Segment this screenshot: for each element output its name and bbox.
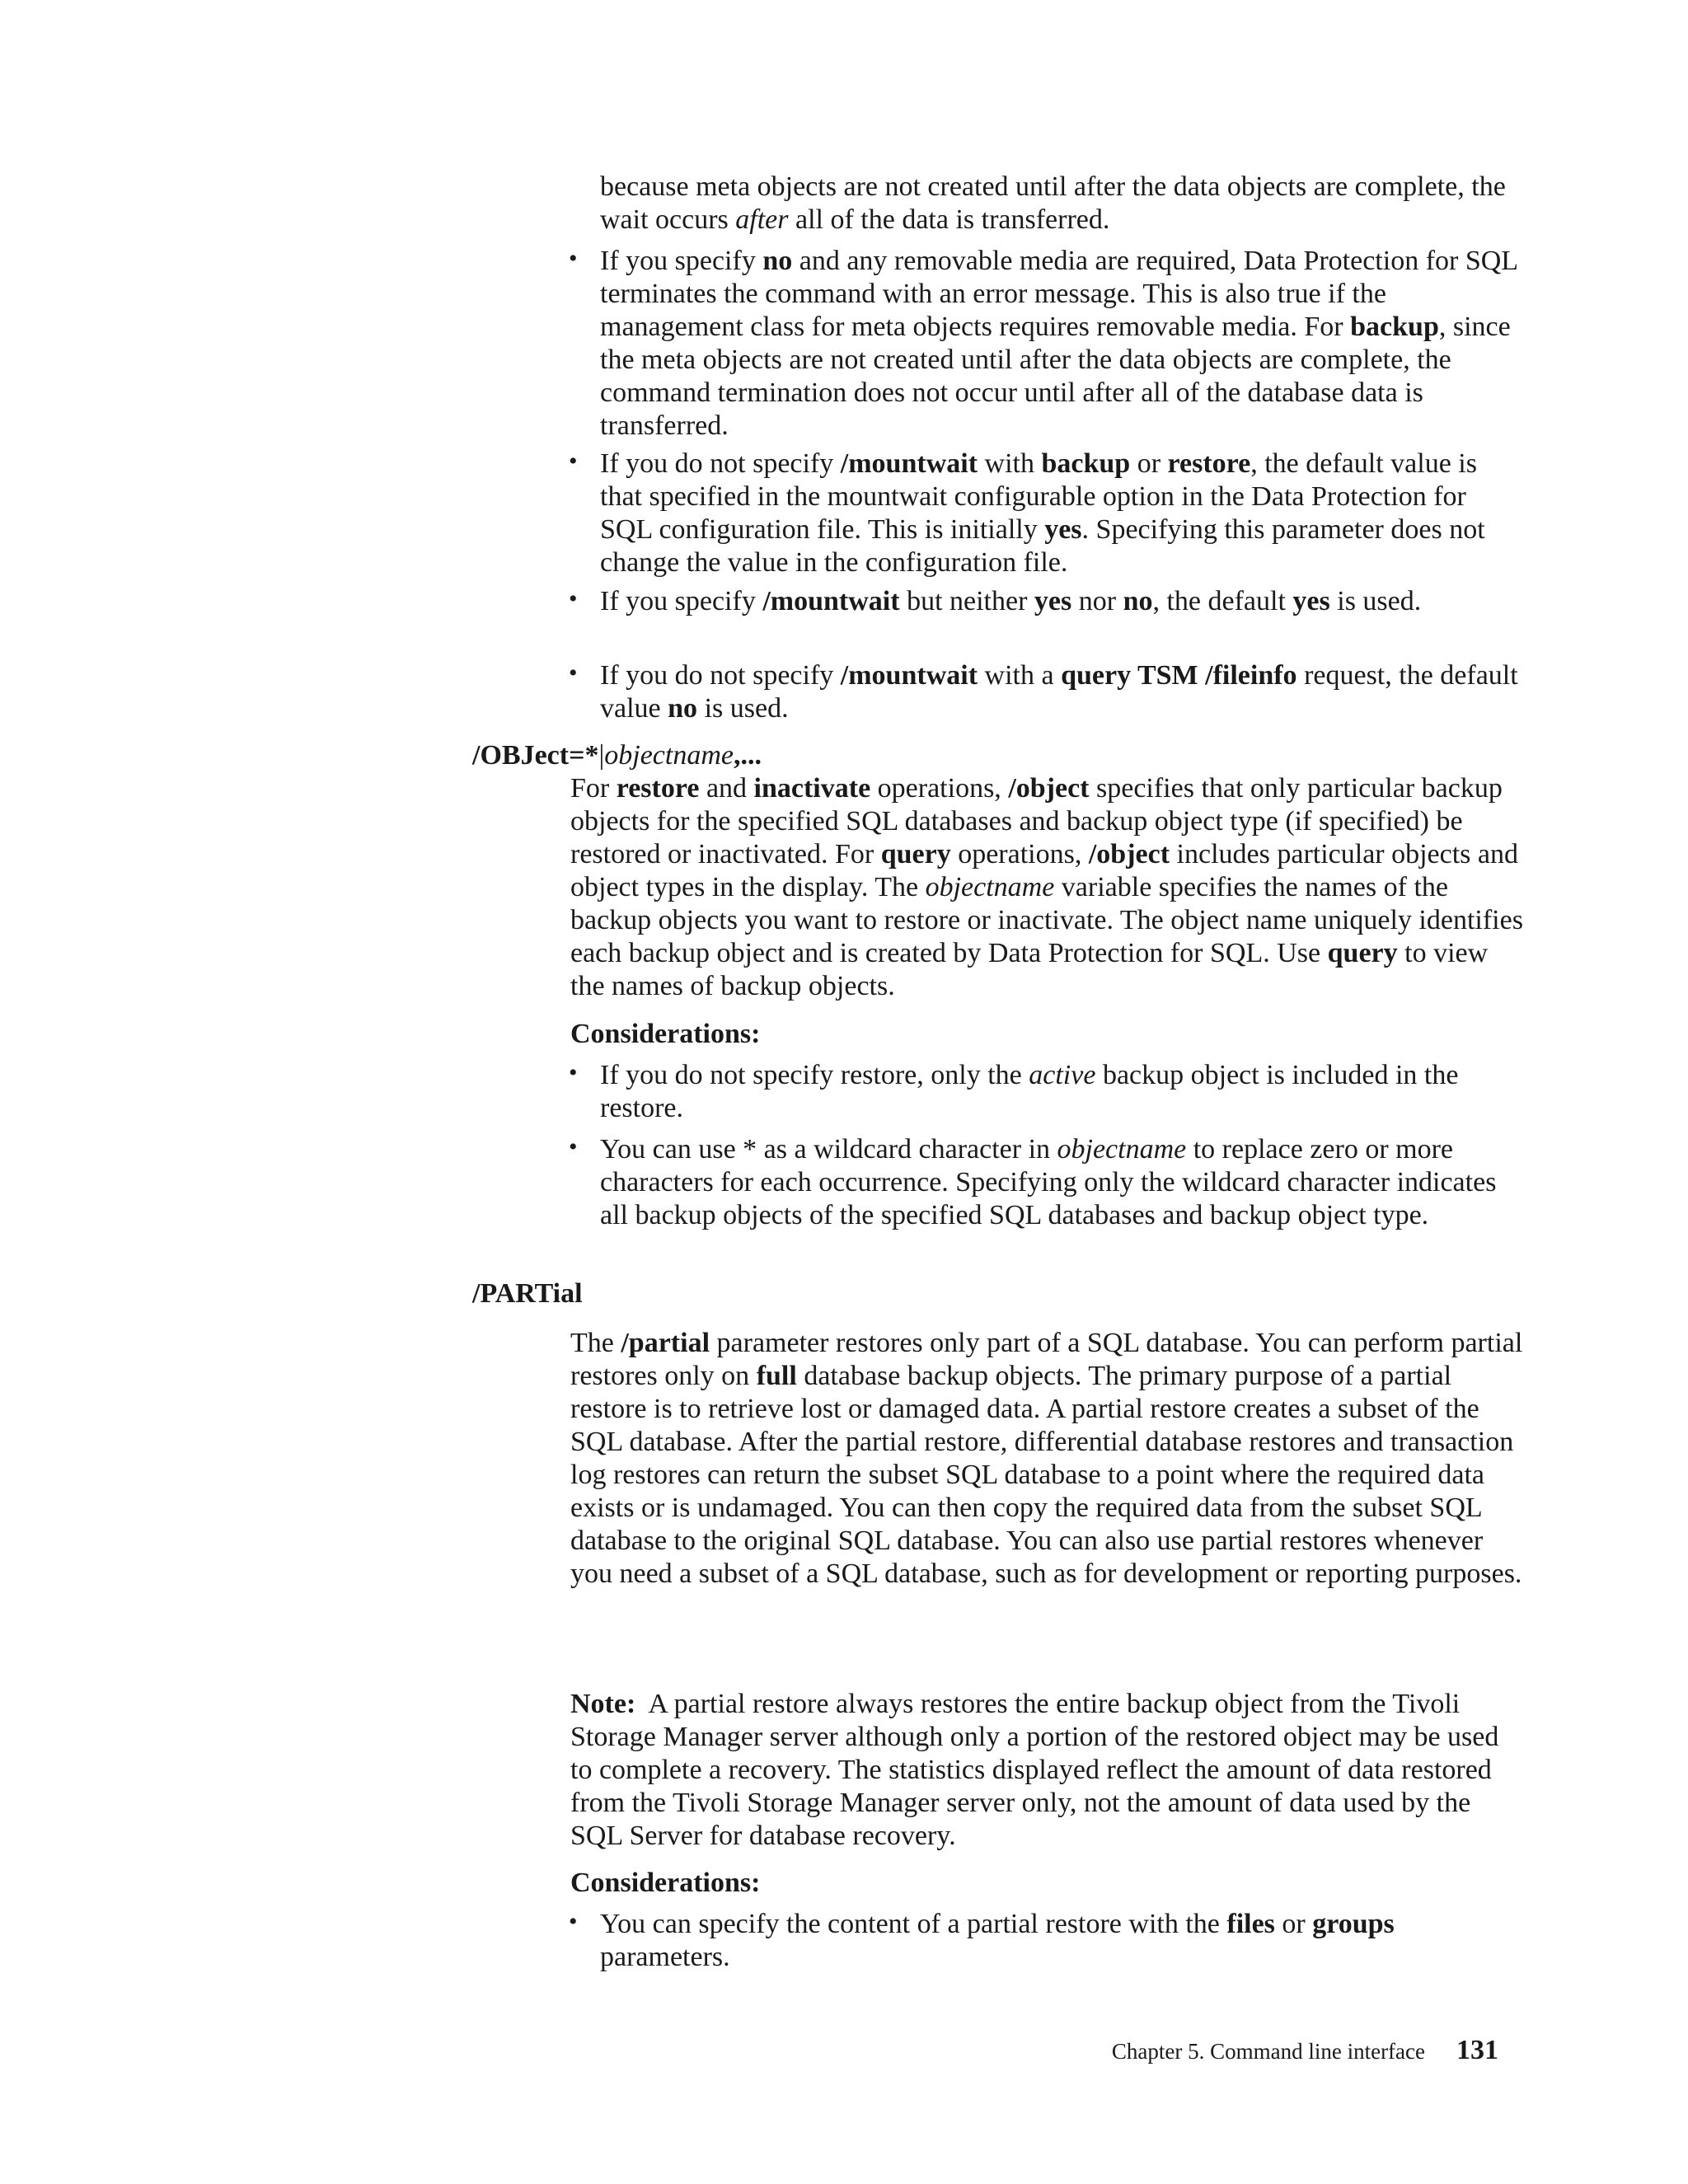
mountwait-bullet-3: • If you specify /mountwait but neither yes nor no, the default yes is used. [569,585,1422,616]
object-param-description: For restore and inactivate operations, /object specifies that only particular backup objects for the specified SQL databases and backup object type (if specified) be restored or inactivated. For query operations, /object includes particular objects and object types in the display. The objectname variable specifies the names of the backup objects you want to restore or inactivate. The object name uniquely identifies each backup object and is created by Data Protection for SQL. Use query to view the names of backup objects. [570,773,1523,1001]
object-considerations-heading: Considerations: [570,1019,761,1049]
page-footer [1112,2034,1498,2068]
partial-considerations-heading: Considerations: [570,1868,761,1898]
partial-consideration-bullet-1: • You can specify the content of a partial restore with the files or groups parameters. [569,1908,1395,1972]
mountwait-bullet-4: • If you do not specify /mountwait with a query TSM /fileinfo request, the default value no is used. [569,659,1518,724]
object-param-term: /OBJect=*|objectname,... [472,740,762,771]
object-consideration-bullet-1: • If you do not specify restore, only the active backup object is included in the restore. [569,1059,1459,1123]
mountwait-bullet-1: • If you specify no and any removable media are required, Data Protection for SQL terminates the command with an error message. This is also true if the management class for meta objects requires removable media. For backup, since the meta objects are not created until after the data objects are complete, the command termination does not occur until after all of the database data is transferred. [569,245,1517,441]
partial-param-term: /PARTial [472,1278,583,1309]
object-consideration-bullet-2: • You can use * as a wildcard character in objectname to replace zero or more characters for each occurrence. Specifying only the wildcard character indicates all backup objects of the specified SQL databases and backup object type. [569,1133,1497,1230]
partial-note: Note: A partial restore always restores the entire backup object from the Tivoli Storage Manager server although only a portion of the restored object may be used to complete a recovery. The statistics displayed reflect the amount of data restored from the Tivoli Storage Manager server only, not the amount of data used by the SQL Server for database recovery. [570,1689,1499,1851]
intro-paragraph: because meta objects are not created until after the data objects are complete, the wait occurs after all of the data is transferred. [600,171,1506,235]
mountwait-bullet-2: • If you do not specify /mountwait with backup or restore, the default value is that specified in the mountwait configurable option in the Data Protection for SQL configuration file. This is initially yes. Specifying this parameter does not change the value in the configuration file. [569,448,1485,578]
footer-chapter-title: Chapter 5. Command line interface [1111,2039,1425,2064]
page-number: 131 [1456,2035,1498,2065]
partial-param-description: The /partial parameter restores only part of a SQL database. You can perform partial restores only on full database backup objects. The primary purpose of a partial restore is to retrieve lost or damaged data. A partial restore creates a subset of the SQL database. After the partial restore, differential database restores and transaction log restores can return the subset SQL database to a point where the required data exists or is undamaged. You can then copy the required data from the subset SQL database to the original SQL database. You can also use partial restores whenever you need a subset of a SQL database, such as for development or reporting purposes. [570,1328,1523,1589]
